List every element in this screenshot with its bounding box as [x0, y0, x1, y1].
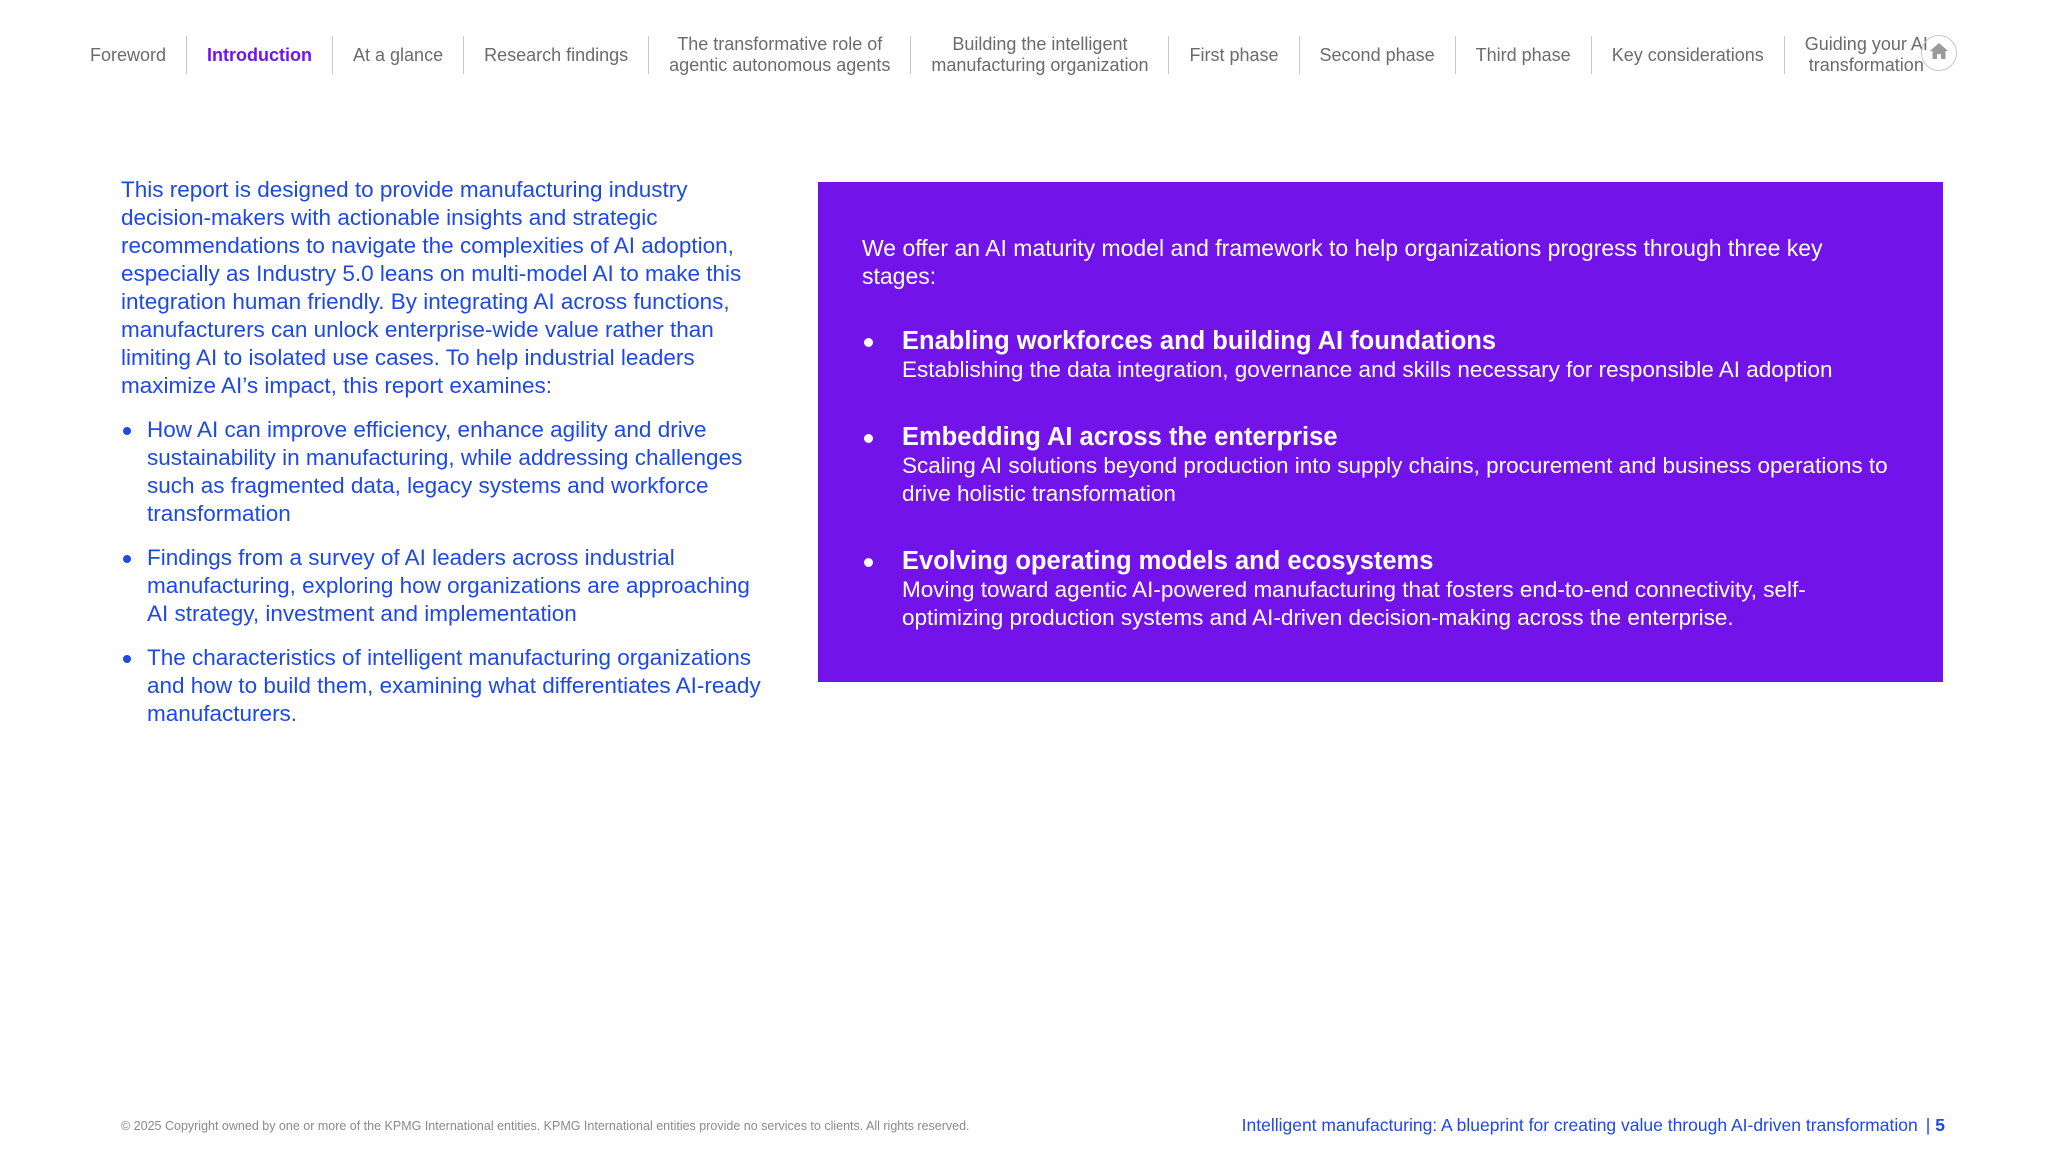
- nav-item-building-intelligent-org[interactable]: Building the intelligent manufacturing organization: [911, 36, 1169, 74]
- stage-item: [862, 546, 1899, 632]
- stage-title: Enabling workforces and building AI foundations: [902, 327, 1497, 355]
- stage-item: [862, 326, 1899, 384]
- copyright-notice: © 2025 Copyright owned by one or more of the KPMG International entities. KPMG International entities provide no services to clients. All rights reserved.: [121, 1119, 970, 1133]
- maturity-model-panel: [818, 182, 1943, 682]
- list-item: How AI can improve efficiency, enhance agility and drive sustainability in manufacturing, while addressing challenges such as fragmented data, legacy systems and workforce transformation: [121, 416, 761, 528]
- nav-item-guiding-ai-transformation[interactable]: Guiding your AI transformation: [1804, 34, 1928, 75]
- report-title: Intelligent manufacturing: A blueprint for creating value through AI-driven transformation: [1241, 1115, 1918, 1135]
- panel-intro: We offer an AI maturity model and framework to help organizations progress through three key stages:: [862, 235, 1823, 289]
- list-item: The characteristics of intelligent manufacturing organizations and how to build them, examining what differentiates AI-ready manufacturers.: [121, 644, 761, 728]
- nav-item-at-a-glance[interactable]: At a glance: [333, 36, 464, 74]
- nav-item-second-phase[interactable]: Second phase: [1300, 36, 1456, 74]
- stage-title: Evolving operating models and ecosystems: [902, 547, 1434, 575]
- footer-report-title: [1242, 1115, 1945, 1136]
- home-icon: [1929, 42, 1949, 65]
- examines-list: [121, 416, 761, 728]
- nav-item-transformative-role[interactable]: The transformative role of agentic autonomous agents: [649, 36, 911, 74]
- stage-description: Moving toward agentic AI-powered manufacturing that fosters end-to-end connectivity, self-optimizing production systems and AI-driven decision-making across the enterprise.: [902, 577, 1806, 630]
- footer-separator: |: [1925, 1115, 1931, 1135]
- nav-item-third-phase[interactable]: Third phase: [1456, 36, 1592, 74]
- intro-paragraph: This report is designed to provide manufacturing industry decision-makers with actionable insights and strategic recommendations to navigate the complexities of AI adoption, especially as Industry 5.0 leans on multi-model AI to make this integration human friendly. By integrating AI across functions, manufacturers can unlock enterprise-wide value rather than limiting AI to isolated use cases. To help industrial leaders maximize AI’s impact, this report examines:: [121, 177, 742, 398]
- nav-item-key-considerations[interactable]: Key considerations: [1592, 36, 1785, 74]
- stage-title: Embedding AI across the enterprise: [902, 423, 1338, 451]
- nav-item-research-findings[interactable]: Research findings: [464, 36, 649, 74]
- list-item: Findings from a survey of AI leaders across industrial manufacturing, exploring how organizations are approaching AI strategy, investment and implementation: [121, 544, 761, 628]
- stage-description: Establishing the data integration, governance and skills necessary for responsible AI adoption: [902, 357, 1833, 382]
- stage-description: Scaling AI solutions beyond production into supply chains, procurement and business operations to drive holistic transformation: [902, 453, 1888, 506]
- page-number: 5: [1935, 1115, 1945, 1135]
- section-nav: [70, 30, 1948, 80]
- nav-item-first-phase[interactable]: First phase: [1169, 36, 1299, 74]
- nav-item-foreword[interactable]: Foreword: [70, 36, 187, 74]
- home-button[interactable]: [1921, 35, 1957, 71]
- nav-item-introduction[interactable]: Introduction: [187, 36, 333, 74]
- stage-item: [862, 422, 1899, 508]
- intro-column: [121, 176, 761, 744]
